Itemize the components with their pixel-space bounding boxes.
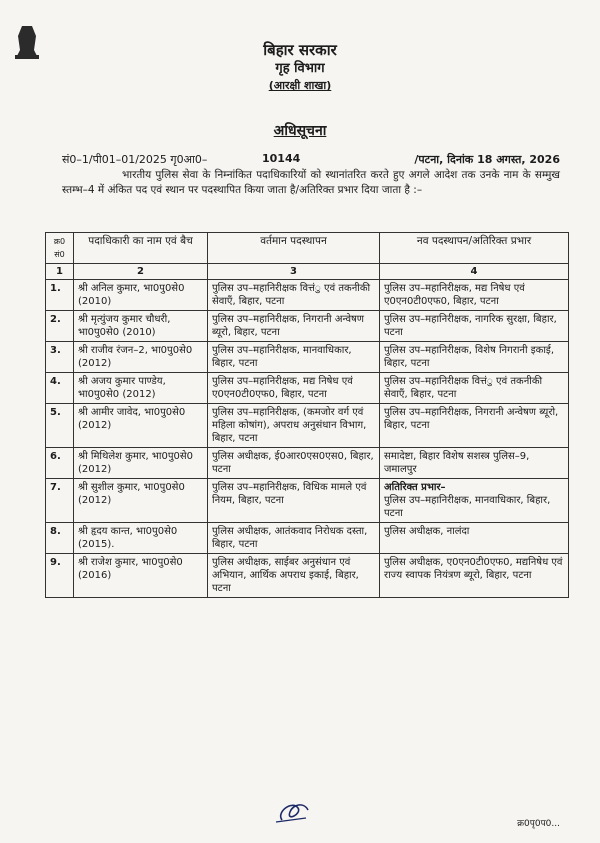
govt-name: बिहार सरकार <box>263 41 337 59</box>
new-posting-cell <box>380 554 569 598</box>
continued-marker: क्र0पृ0प0... <box>517 819 560 829</box>
current-posting-cell: पुलिस उप–महानिरीक्षक, (कमजोर वर्ग एवं महिला कोषांग), अपराध अनुसंधान विभाग, बिहार, पटना <box>208 404 380 448</box>
new-posting-cell <box>380 373 569 404</box>
table-header-row <box>46 233 569 264</box>
table-row <box>46 342 569 373</box>
notification-title: अधिसूचना <box>273 123 327 139</box>
officer-cell: श्री मृत्युंजय कुमार चौधरी, भा0पु0से0 (2010) <box>74 311 208 342</box>
serial-cell: 9. <box>46 554 74 598</box>
new-posting-cell <box>380 404 569 448</box>
signature-mark <box>262 792 322 828</box>
table-row <box>46 280 569 311</box>
serial-cell: 6. <box>46 448 74 479</box>
reference-number: सं0–1/पी01–01/2025 गृ0आ0– <box>62 153 208 166</box>
table-row <box>46 523 569 554</box>
table-row <box>46 373 569 404</box>
officer-cell: श्री अजय कुमार पाण्डेय, भा0पु0से0 (2012) <box>74 373 208 404</box>
header-officer: पदाधिकारी का नाम एवं बैच <box>74 233 208 264</box>
department-name: गृह विभाग <box>275 61 325 76</box>
serial-cell: 8. <box>46 523 74 554</box>
officer-cell: श्री अनिल कुमार, भा0पु0से0 (2010) <box>74 280 208 311</box>
new-posting-cell <box>380 342 569 373</box>
table-row <box>46 479 569 523</box>
table-row <box>46 311 569 342</box>
table-row <box>46 404 569 448</box>
serial-cell: 1. <box>46 280 74 311</box>
header-serial: क्र0 सं0 <box>46 233 74 264</box>
branch-name: (आरक्षी शाखा) <box>268 79 332 92</box>
column-number: 2 <box>74 264 208 280</box>
serial-cell: 5. <box>46 404 74 448</box>
serial-cell: 3. <box>46 342 74 373</box>
officer-cell: श्री राजेश कुमार, भा0पु0से0 (2016) <box>74 554 208 598</box>
new-posting-text: पुलिस अधीक्षक, नालंदा <box>384 526 470 537</box>
serial-cell: 7. <box>46 479 74 523</box>
new-posting-cell <box>380 523 569 554</box>
new-posting-cell <box>380 280 569 311</box>
current-posting-cell: पुलिस अधीक्षक, साईबर अनुसंधान एवं अभियान, आर्थिक अपराध इकाई, बिहार, पटना <box>208 554 380 598</box>
current-posting-cell: पुलिस उप–महानिरीक्षक, मानवाधिकार, बिहार, पटना <box>208 342 380 373</box>
new-posting-text: पुलिस उप–महानिरीक्षक वित्तंु एवं तकनीकी सेवाएँ, बिहार, पटना <box>384 376 543 400</box>
new-posting-text: पुलिस उप–महानिरीक्षक, नागरिक सुरक्षा, बिहार, पटना <box>384 314 557 338</box>
notification-title-wrap <box>0 120 600 140</box>
current-posting-cell: पुलिस उप–महानिरीक्षक, मद्य निषेध एवं ए0एन0टी0एफ0, बिहार, पटना <box>208 373 380 404</box>
header-current-posting: वर्तमान पदस्थापन <box>208 233 380 264</box>
reference-line <box>62 152 560 168</box>
memo-number: 10144 <box>262 152 301 165</box>
new-posting-cell <box>380 311 569 342</box>
new-posting-text: पुलिस उप–महानिरीक्षक, विशेष निगरानी इकाई, बिहार, पटना <box>384 345 555 369</box>
current-posting-cell: पुलिस उप–महानिरीक्षक, विधिक मामले एवं नियम, बिहार, पटना <box>208 479 380 523</box>
column-number: 4 <box>380 264 569 280</box>
column-number-row <box>46 264 569 280</box>
current-posting-cell: पुलिस अधीक्षक, आतंकवाद निरोधक दस्ता, बिहार, पटना <box>208 523 380 554</box>
current-posting-cell: पुलिस अधीक्षक, ई0आर0एस0एस0, बिहार, पटना <box>208 448 380 479</box>
officer-cell: श्री हृदय कान्त, भा0पु0से0 (2015). <box>74 523 208 554</box>
place-date: /पटना, दिनांक 18 अगस्त, 2026 <box>414 153 560 166</box>
officer-cell: श्री आमीर जावेद, भा0पु0से0 (2012) <box>74 404 208 448</box>
table-row <box>46 448 569 479</box>
column-number: 1 <box>46 264 74 280</box>
officer-cell: श्री राजीव रंजन–2, भा0पु0से0 (2012) <box>74 342 208 373</box>
new-posting-text: पुलिस उप–महानिरीक्षक, मद्य निषेध एवं ए0एन0टी0एफ0, बिहार, पटना <box>384 283 525 307</box>
serial-cell: 4. <box>46 373 74 404</box>
intro-paragraph: भारतीय पुलिस सेवा के निम्नांकित पदाधिकारियों को स्थानांतरित करते हुए अगले आदेश तक उनके नाम के सम्मुख स्तम्भ–4 में अंकित पद एवं स्थान पर पदस्थापित किया जाता है/अतिरिक्त प्रभार दिया जाता है :– <box>62 169 560 196</box>
table-row <box>46 554 569 598</box>
document-header <box>0 40 600 93</box>
current-posting-cell: पुलिस उप–महानिरीक्षक वित्तंु एवं तकनीकी सेवाएँ, बिहार, पटना <box>208 280 380 311</box>
new-posting-text: पुलिस अधीक्षक, ए0एन0टी0एफ0, मद्यनिषेध एवं राज्य स्वापक नियंत्रण ब्यूरो, बिहार, पटना <box>384 557 563 581</box>
serial-cell: 2. <box>46 311 74 342</box>
column-number: 3 <box>208 264 380 280</box>
new-posting-text: पुलिस उप–महानिरीक्षक, निगरानी अन्वेषण ब्यूरो, बिहार, पटना <box>384 407 559 431</box>
header-new-posting: नव पदस्थापन/अतिरिक्त प्रभार <box>380 233 569 264</box>
officer-cell: श्री मिथिलेश कुमार, भा0पु0से0 (2012) <box>74 448 208 479</box>
officer-cell: श्री सुशील कुमार, भा0पु0से0 (2012) <box>74 479 208 523</box>
additional-charge-label: अतिरिक्त प्रभार– <box>384 482 446 493</box>
new-posting-cell <box>380 479 569 523</box>
new-posting-cell <box>380 448 569 479</box>
current-posting-cell: पुलिस उप–महानिरीक्षक, निगरानी अन्वेषण ब्यूरो, बिहार, पटना <box>208 311 380 342</box>
transfer-table <box>45 232 569 598</box>
new-posting-text: समादेष्टा, बिहार विशेष सशस्त्र पुलिस–9, जमालपुर <box>384 451 530 475</box>
new-posting-text: पुलिस उप–महानिरीक्षक, मानवाधिकार, बिहार, पटना <box>384 495 551 519</box>
